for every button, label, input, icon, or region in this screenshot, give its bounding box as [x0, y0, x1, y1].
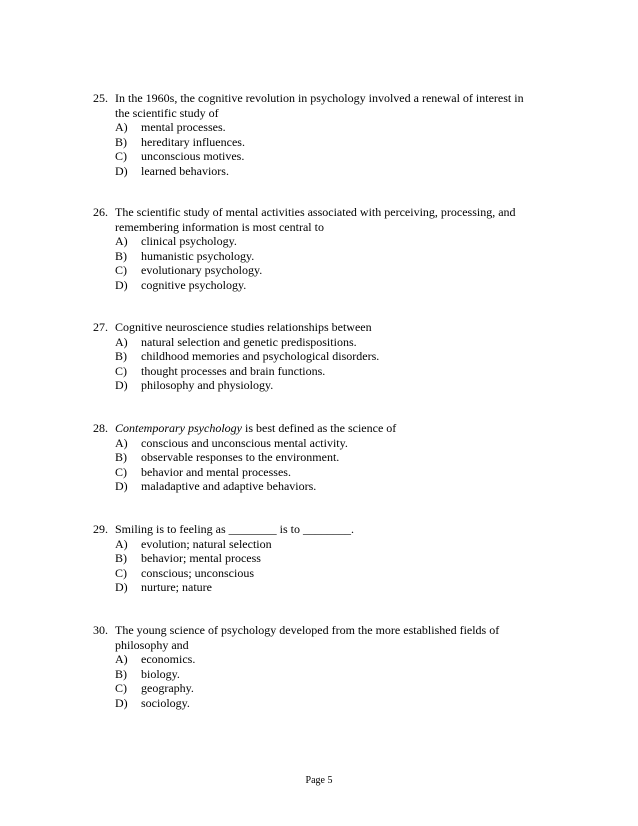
- option-b: [93, 551, 563, 566]
- option-letter: D): [115, 695, 128, 710]
- option-text: clinical psychology.: [141, 234, 237, 248]
- question-number: 30.: [93, 623, 108, 637]
- question-number: 25.: [93, 91, 108, 105]
- question-number: 28.: [93, 421, 108, 435]
- option-d: [93, 580, 563, 595]
- option-c: [93, 465, 563, 480]
- option-d: [93, 479, 563, 494]
- question-stem: [93, 421, 563, 436]
- option-letter: A): [115, 120, 128, 134]
- option-letter: B): [115, 134, 127, 149]
- question-stem: [93, 522, 563, 537]
- option-text: mental processes.: [141, 120, 226, 134]
- option-letter: B): [115, 248, 127, 263]
- option-text: unconscious motives.: [141, 149, 245, 163]
- option-letter: C): [115, 363, 127, 378]
- question-29: [93, 522, 563, 595]
- option-text: conscious and unconscious mental activity.: [141, 435, 348, 450]
- stem-line: remembering information is most central to: [115, 219, 324, 234]
- option-text: maladaptive and adaptive behaviors.: [141, 479, 317, 493]
- question-30: [93, 623, 563, 710]
- option-text: hereditary influences.: [141, 134, 245, 149]
- option-letter: C): [115, 681, 127, 695]
- option-letter: D): [115, 580, 128, 594]
- option-a: [93, 652, 563, 667]
- option-a: [93, 335, 563, 350]
- stem-rest: is best defined as the science of: [241, 421, 397, 435]
- option-d: [93, 278, 563, 293]
- option-letter: D): [115, 277, 128, 292]
- option-text: behavior and mental processes.: [141, 464, 291, 479]
- option-a: [93, 120, 563, 135]
- question-stem: [93, 205, 563, 234]
- option-b: [93, 667, 563, 682]
- question-stem: [93, 91, 563, 120]
- option-text: philosophy and physiology.: [141, 378, 274, 392]
- option-d: [93, 696, 563, 711]
- option-text: evolution; natural selection: [141, 536, 272, 551]
- question-stem: [93, 320, 563, 335]
- option-text: learned behaviors.: [141, 163, 229, 178]
- option-text: cognitive psychology.: [141, 277, 247, 292]
- option-d: [93, 378, 563, 393]
- question-26: [93, 205, 563, 292]
- option-a: [93, 537, 563, 552]
- option-text: childhood memories and psychological disorders.: [141, 349, 380, 363]
- option-letter: B): [115, 349, 127, 363]
- option-c: [93, 566, 563, 581]
- option-text: sociology.: [141, 695, 190, 710]
- stem-line: The young science of psychology developed from the more established fields of: [115, 623, 500, 637]
- option-letter: C): [115, 565, 127, 580]
- option-text: economics.: [141, 652, 196, 666]
- option-c: [93, 364, 563, 379]
- option-b: [93, 135, 563, 150]
- option-letter: A): [115, 536, 128, 551]
- option-c: [93, 263, 563, 278]
- stem-line: The scientific study of mental activities associated with perceiving, processing, and: [115, 205, 516, 219]
- option-text: conscious; unconscious: [141, 565, 254, 580]
- option-letter: C): [115, 464, 127, 479]
- option-letter: D): [115, 479, 128, 493]
- stem-line: the scientific study of: [115, 105, 219, 120]
- stem-italic-term: Contemporary psychology: [115, 421, 242, 435]
- option-text: observable responses to the environment.: [141, 450, 340, 464]
- option-text: evolutionary psychology.: [141, 263, 263, 277]
- option-letter: B): [115, 666, 127, 681]
- question-25: [93, 91, 563, 178]
- option-b: [93, 349, 563, 364]
- option-b: [93, 249, 563, 264]
- option-letter: B): [115, 551, 127, 565]
- option-c: [93, 149, 563, 164]
- question-stem: [93, 623, 563, 652]
- option-text: biology.: [141, 666, 180, 681]
- option-text: behavior; mental process: [141, 551, 261, 565]
- option-text: humanistic psychology.: [141, 248, 255, 263]
- page-footer: [0, 775, 638, 787]
- option-a: [93, 436, 563, 451]
- option-letter: B): [115, 450, 127, 464]
- option-letter: C): [115, 149, 127, 163]
- option-text: geography.: [141, 681, 194, 695]
- option-letter: A): [115, 334, 128, 349]
- option-a: [93, 234, 563, 249]
- option-text: nurture; nature: [141, 580, 212, 594]
- option-d: [93, 164, 563, 179]
- option-text: natural selection and genetic predispositions.: [141, 334, 357, 349]
- stem-line: Smiling is to feeling as ________ is to ________.: [115, 522, 354, 536]
- stem-line: [115, 421, 396, 435]
- question-27: [93, 320, 563, 393]
- option-letter: A): [115, 652, 128, 666]
- option-letter: A): [115, 234, 128, 248]
- question-number: 27.: [93, 320, 108, 334]
- stem-line: Cognitive neuroscience studies relationships between: [115, 320, 372, 334]
- option-letter: C): [115, 263, 127, 277]
- option-text: thought processes and brain functions.: [141, 363, 326, 378]
- question-number: 26.: [93, 205, 108, 219]
- page-number: Page 5: [305, 775, 333, 786]
- option-letter: D): [115, 163, 128, 178]
- option-c: [93, 681, 563, 696]
- stem-line: In the 1960s, the cognitive revolution in psychology involved a renewal of interest in: [115, 91, 524, 105]
- stem-line: philosophy and: [115, 637, 189, 652]
- question-number: 29.: [93, 522, 108, 536]
- question-28: [93, 421, 563, 494]
- option-letter: A): [115, 435, 128, 450]
- option-letter: D): [115, 378, 128, 392]
- option-b: [93, 450, 563, 465]
